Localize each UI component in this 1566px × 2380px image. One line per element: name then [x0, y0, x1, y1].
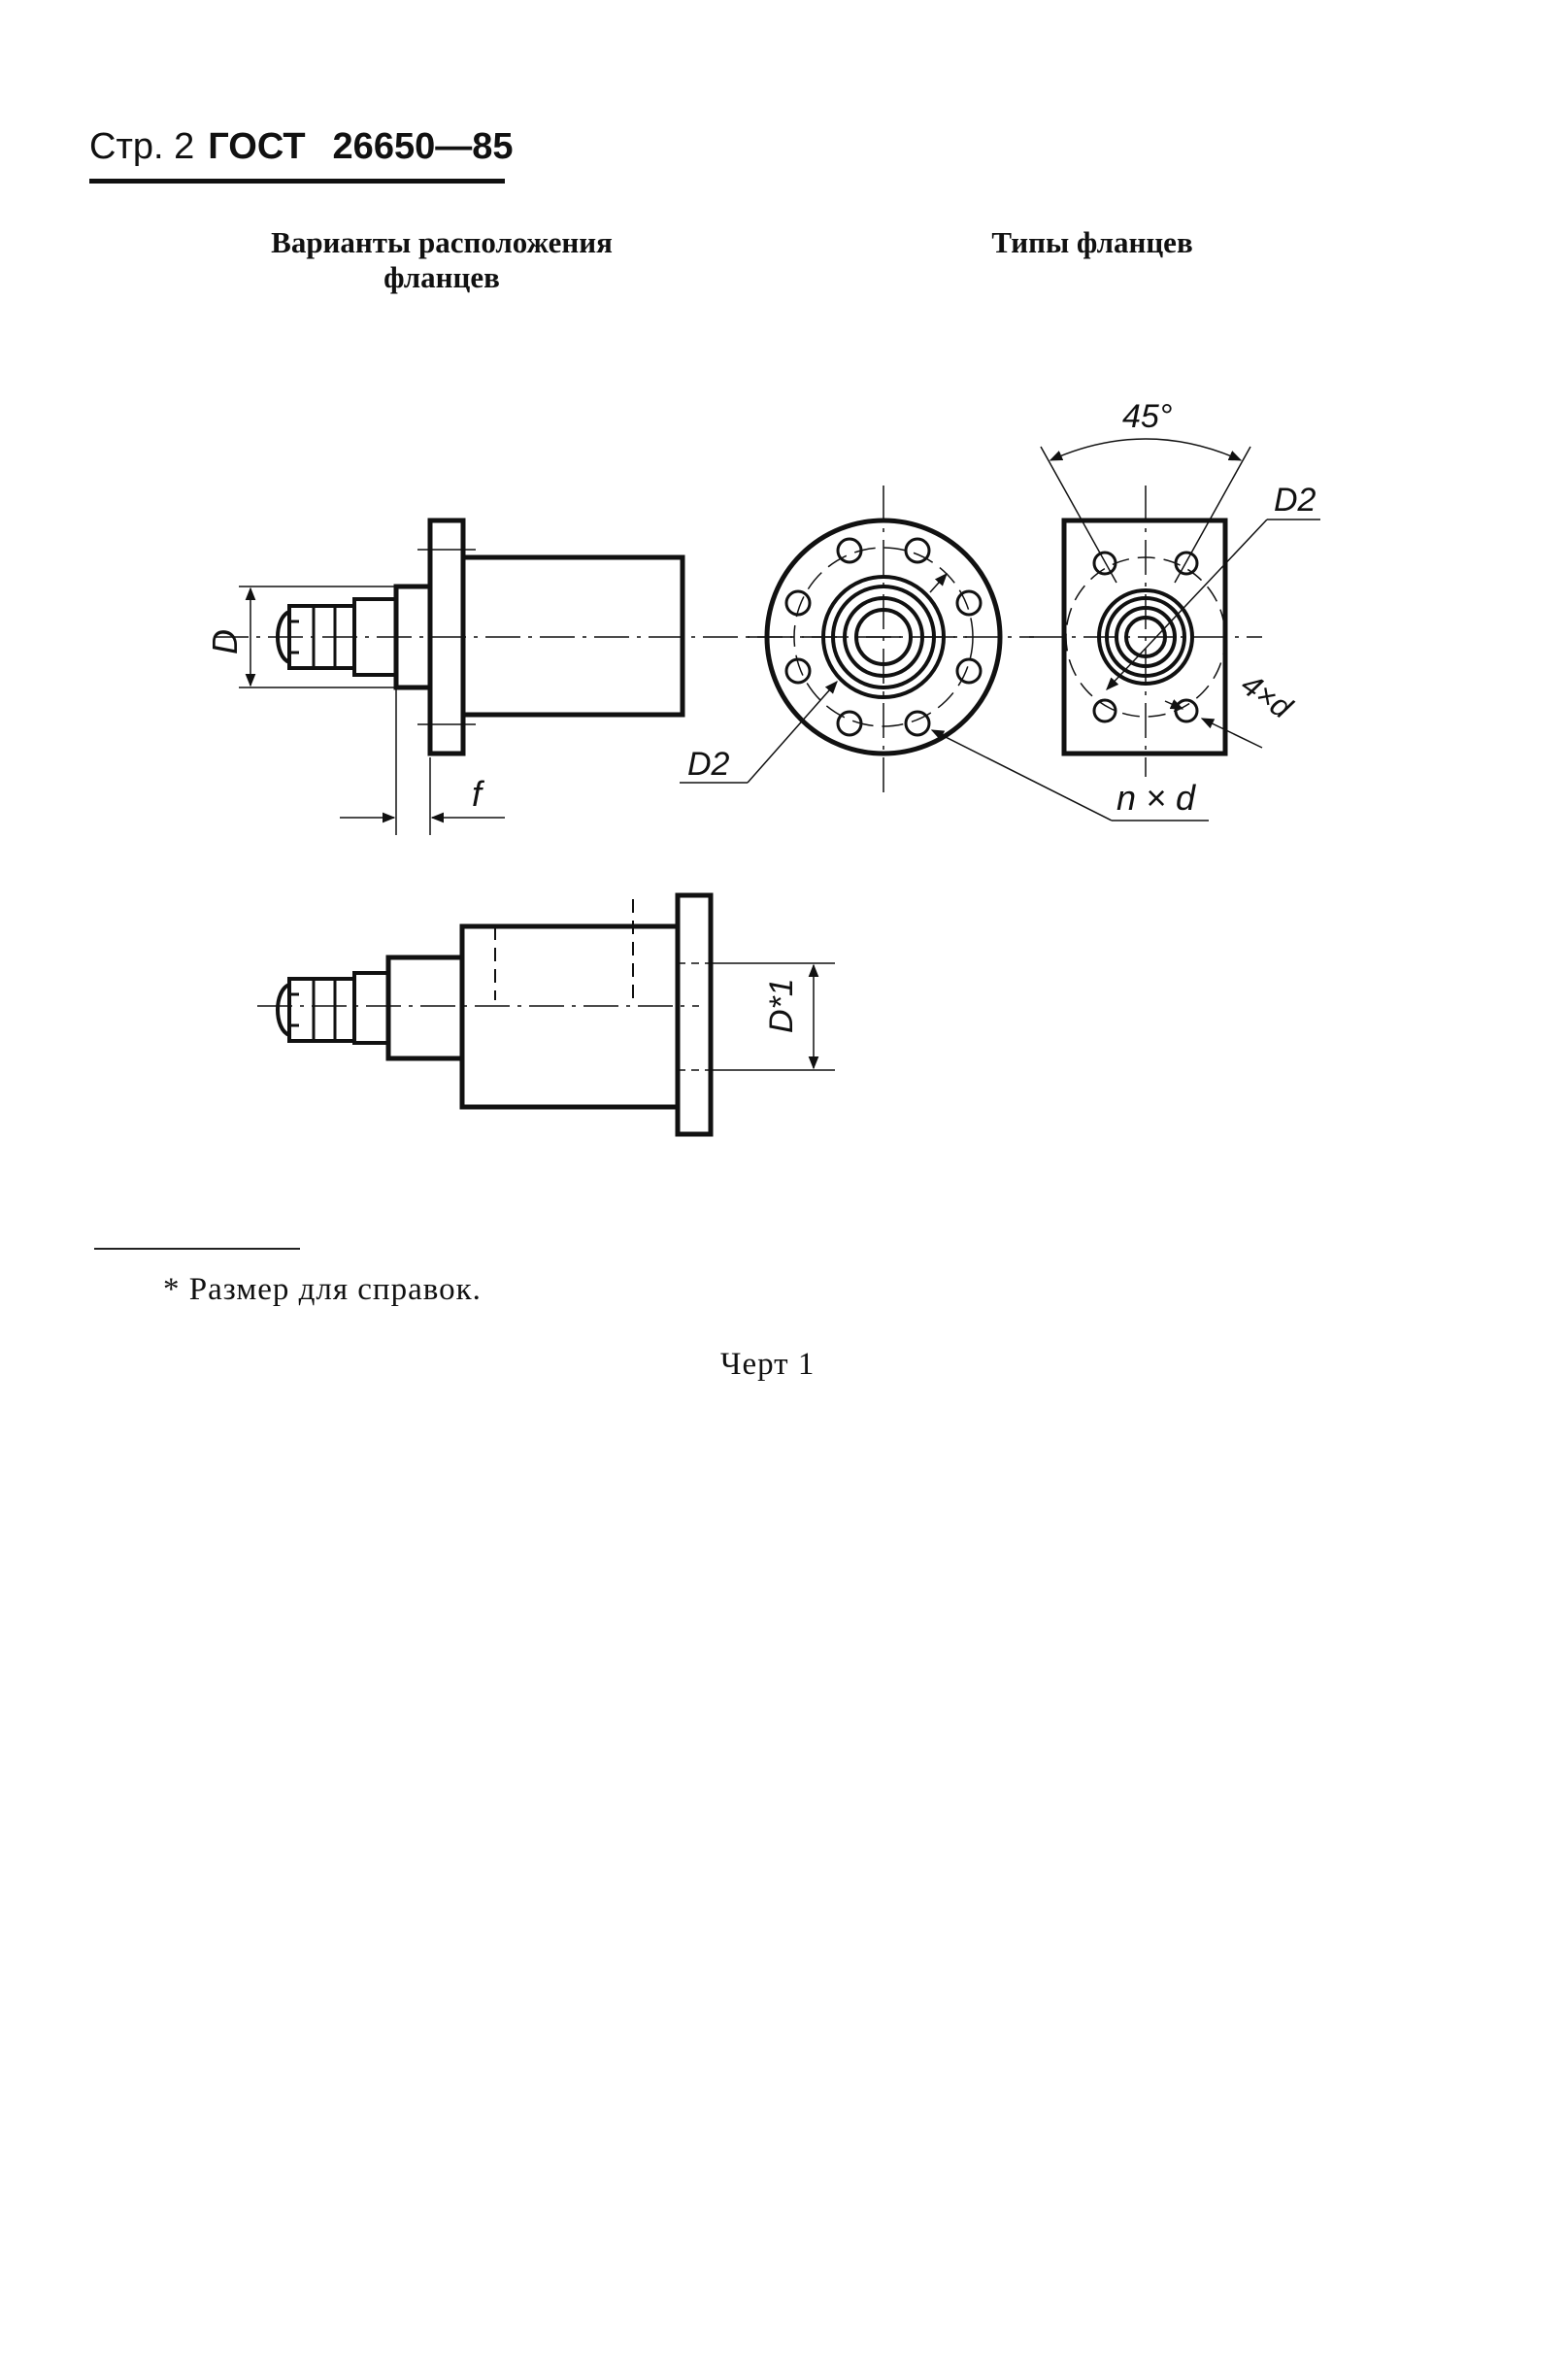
- label-D2-square: D2: [1274, 482, 1316, 519]
- standard-number: 26650—85: [332, 126, 514, 167]
- page-number: Стр. 2: [89, 126, 195, 167]
- label-4-x-d: 4×d: [1234, 666, 1299, 725]
- label-n-x-d: n × d: [1116, 778, 1196, 818]
- footnote-rule: [94, 1248, 300, 1250]
- label-D1-star: D*1: [763, 978, 800, 1033]
- label-D2-round: D2: [687, 746, 730, 783]
- round-flange-view: [680, 486, 1209, 821]
- label-f: f: [472, 774, 483, 814]
- caption-flange-types: Типы фланцев: [991, 225, 1193, 259]
- figure-caption: Черт 1: [720, 1347, 816, 1382]
- footnote: * Размер для справок.: [163, 1272, 482, 1307]
- label-45: 45°: [1122, 398, 1173, 435]
- side-view-flange-front: [257, 895, 835, 1134]
- caption-flange-positions-line2: фланцев: [383, 260, 500, 294]
- standard-prefix: ГОСТ: [208, 126, 306, 167]
- caption-flange-positions-line1: Варианты расположения: [271, 225, 613, 259]
- label-D: D: [205, 629, 245, 654]
- side-view-flange-rear: [214, 520, 971, 835]
